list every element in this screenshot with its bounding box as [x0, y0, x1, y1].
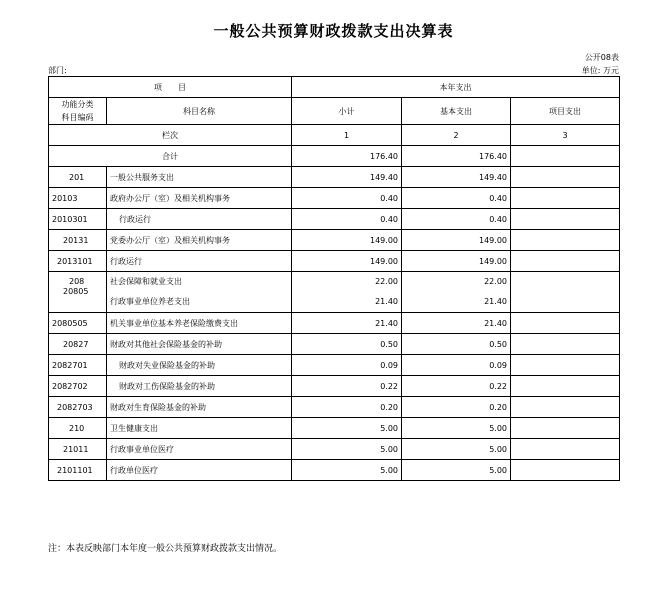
dept-label: 部门:	[48, 66, 67, 75]
total-project	[511, 146, 620, 167]
form-code: 公开08表	[584, 53, 619, 62]
row-subtotal: 0.22	[292, 376, 402, 397]
column-number-row	[49, 125, 620, 146]
row-name: 财政对失业保险基金的补助	[107, 355, 292, 376]
table-row	[49, 188, 620, 209]
row-project	[511, 355, 620, 376]
row-code: 201	[49, 167, 107, 188]
row-subtotal-stack	[292, 272, 402, 313]
table-row	[49, 209, 620, 230]
row-code: 20827	[49, 334, 107, 355]
row-name-stack	[107, 272, 292, 313]
row-code: 20103	[49, 188, 107, 209]
row-subtotal: 22.00	[375, 277, 398, 286]
row-project	[511, 376, 620, 397]
header-basic: 基本支出	[402, 98, 511, 125]
total-label: 合计	[49, 146, 292, 167]
table-row	[49, 439, 620, 460]
row-project	[511, 439, 620, 460]
row-code: 2082703	[49, 397, 107, 418]
row-basic: 0.09	[402, 355, 511, 376]
row-name: 社会保障和就业支出	[110, 277, 182, 286]
table-row	[49, 272, 620, 313]
row-project	[511, 209, 620, 230]
column-no-label: 栏次	[49, 125, 292, 146]
row-basic: 0.20	[402, 397, 511, 418]
table-row	[49, 397, 620, 418]
row-name: 卫生健康支出	[107, 418, 292, 439]
header-subtotal: 小计	[292, 98, 402, 125]
row-code: 21011	[49, 439, 107, 460]
row-code: 2013101	[49, 251, 107, 272]
row-basic: 5.00	[402, 439, 511, 460]
row-name: 机关事业单位基本养老保险缴费支出	[107, 313, 292, 334]
row-project	[511, 230, 620, 251]
row-subtotal: 0.50	[292, 334, 402, 355]
row-subtotal: 0.40	[292, 209, 402, 230]
row-basic: 5.00	[402, 418, 511, 439]
row-project	[511, 167, 620, 188]
header-row-1	[49, 77, 620, 98]
row-project	[511, 460, 620, 481]
row-basic: 149.00	[402, 251, 511, 272]
column-no-2: 2	[402, 125, 511, 146]
row-name: 政府办公厅（室）及相关机构事务	[107, 188, 292, 209]
row-name: 财政对工伤保险基金的补助	[107, 376, 292, 397]
row-name: 党委办公厅（室）及相关机构事务	[107, 230, 292, 251]
table-row	[49, 167, 620, 188]
header-project: 项 目	[49, 77, 292, 98]
table-row	[49, 334, 620, 355]
total-basic: 176.40	[402, 146, 511, 167]
table-row	[49, 460, 620, 481]
row-subtotal: 5.00	[292, 418, 402, 439]
row-basic: 149.40	[402, 167, 511, 188]
row-project	[511, 251, 620, 272]
row-subtotal: 0.40	[292, 188, 402, 209]
row-basic: 0.22	[402, 376, 511, 397]
table-row	[49, 230, 620, 251]
row-name: 行政事业单位医疗	[107, 439, 292, 460]
row-subtotal: 0.20	[292, 397, 402, 418]
row-subtotal: 5.00	[292, 460, 402, 481]
row-basic: 149.00	[402, 230, 511, 251]
table-row	[49, 313, 620, 334]
unit-label: 单位: 万元	[581, 66, 619, 75]
row-code: 210	[49, 418, 107, 439]
row-code: 2080505	[49, 313, 107, 334]
row-project	[511, 272, 620, 313]
column-no-3: 3	[511, 125, 620, 146]
row-name: 财政对其他社会保险基金的补助	[107, 334, 292, 355]
header-project-exp: 项目支出	[511, 98, 620, 125]
row-basic: 0.40	[402, 188, 511, 209]
total-row	[49, 146, 620, 167]
row-subtotal: 5.00	[292, 439, 402, 460]
row-name: 一般公共服务支出	[107, 167, 292, 188]
row-code: 2101101	[49, 460, 107, 481]
footnote: 注：本表反映部门本年度一般公共预算财政拨款支出情况。	[48, 544, 283, 554]
row-name-sub: 行政事业单位养老支出	[110, 297, 190, 306]
row-subtotal: 149.40	[292, 167, 402, 188]
row-name: 行政运行	[107, 251, 292, 272]
header-subject-name: 科目名称	[107, 98, 292, 125]
row-basic: 5.00	[402, 460, 511, 481]
row-basic: 0.40	[402, 209, 511, 230]
row-name: 行政运行	[107, 209, 292, 230]
row-code-stack	[49, 272, 107, 313]
header-func-code: 功能分类 科目编码	[49, 98, 107, 125]
table-row	[49, 376, 620, 397]
row-basic: 0.50	[402, 334, 511, 355]
row-basic-stack	[402, 272, 511, 313]
row-subtotal-sub: 21.40	[375, 297, 398, 306]
row-name: 行政单位医疗	[107, 460, 292, 481]
row-basic: 22.00	[484, 277, 507, 286]
row-project	[511, 418, 620, 439]
row-code: 2082702	[49, 376, 107, 397]
table-row	[49, 418, 620, 439]
row-code: 20131	[49, 230, 107, 251]
row-project	[511, 313, 620, 334]
row-code: 2010301	[49, 209, 107, 230]
table-row	[49, 251, 620, 272]
row-basic: 21.40	[402, 313, 511, 334]
row-subtotal: 149.00	[292, 251, 402, 272]
row-subtotal: 149.00	[292, 230, 402, 251]
row-code: 2082701	[49, 355, 107, 376]
row-code: 208	[69, 277, 85, 286]
header-row-2	[49, 98, 620, 125]
table-row	[49, 355, 620, 376]
row-project	[511, 334, 620, 355]
row-project	[511, 397, 620, 418]
column-no-1: 1	[292, 125, 402, 146]
row-name: 财政对生育保险基金的补助	[107, 397, 292, 418]
row-subtotal: 0.09	[292, 355, 402, 376]
expenditure-table	[48, 76, 620, 481]
header-current-year: 本年支出	[292, 77, 620, 98]
row-code-sub: 20805	[63, 287, 89, 296]
row-basic-sub: 21.40	[484, 297, 507, 306]
page-title: 一般公共预算财政拨款支出决算表	[213, 22, 454, 40]
total-subtotal: 176.40	[292, 146, 402, 167]
row-subtotal: 21.40	[292, 313, 402, 334]
row-project	[511, 188, 620, 209]
